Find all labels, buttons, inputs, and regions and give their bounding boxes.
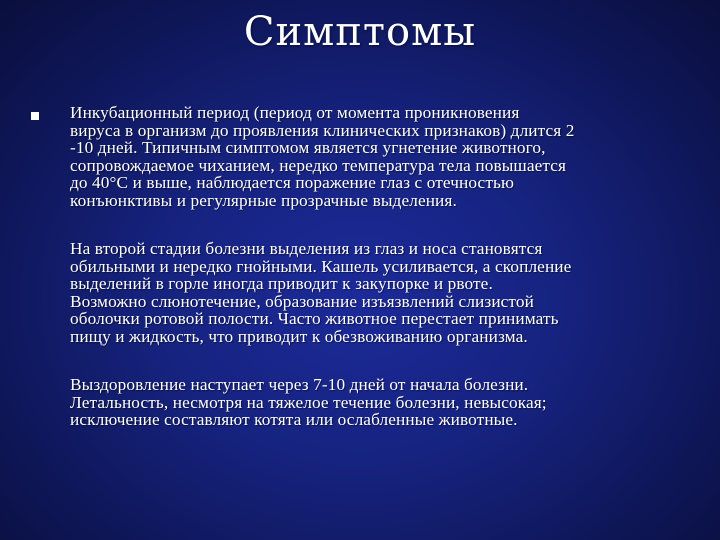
slide-title: Симптомы <box>243 9 477 55</box>
square-bullet-icon <box>31 112 39 120</box>
paragraph-recovery: Выздоровление наступает через 7-10 дней от начала болезни. Летальность, несмотря на тяжелое течение болезни, невысокая; исключение составляют котята или ослабленные животные. <box>70 375 547 430</box>
paragraph-incubation: Инкубационный период (период от момента проникновения вируса в организм до проявления клинических признаков) длится 2 -10 дней. Типичным симптомом является угнетение животного, сопровождаемое чиханием, нередко температура тела повышается до 40°С и выше, наблюдается поражение глаз с отечностью конъюнктивы и регулярные прозрачные выделения. <box>70 103 575 210</box>
paragraph-second-stage: На второй стадии болезни выделения из глаз и носа становятся обильными и нередко гнойными. Кашель усиливается, а скопление выделений в горле иногда приводит к закупорке и рвоте. Возможно слюнотечение, образование изъязвлений слизистой оболочки ротовой полости. Часто животное перестает принимать пищу и жидкость, что приводит к обезвоживанию организма. <box>70 239 572 346</box>
